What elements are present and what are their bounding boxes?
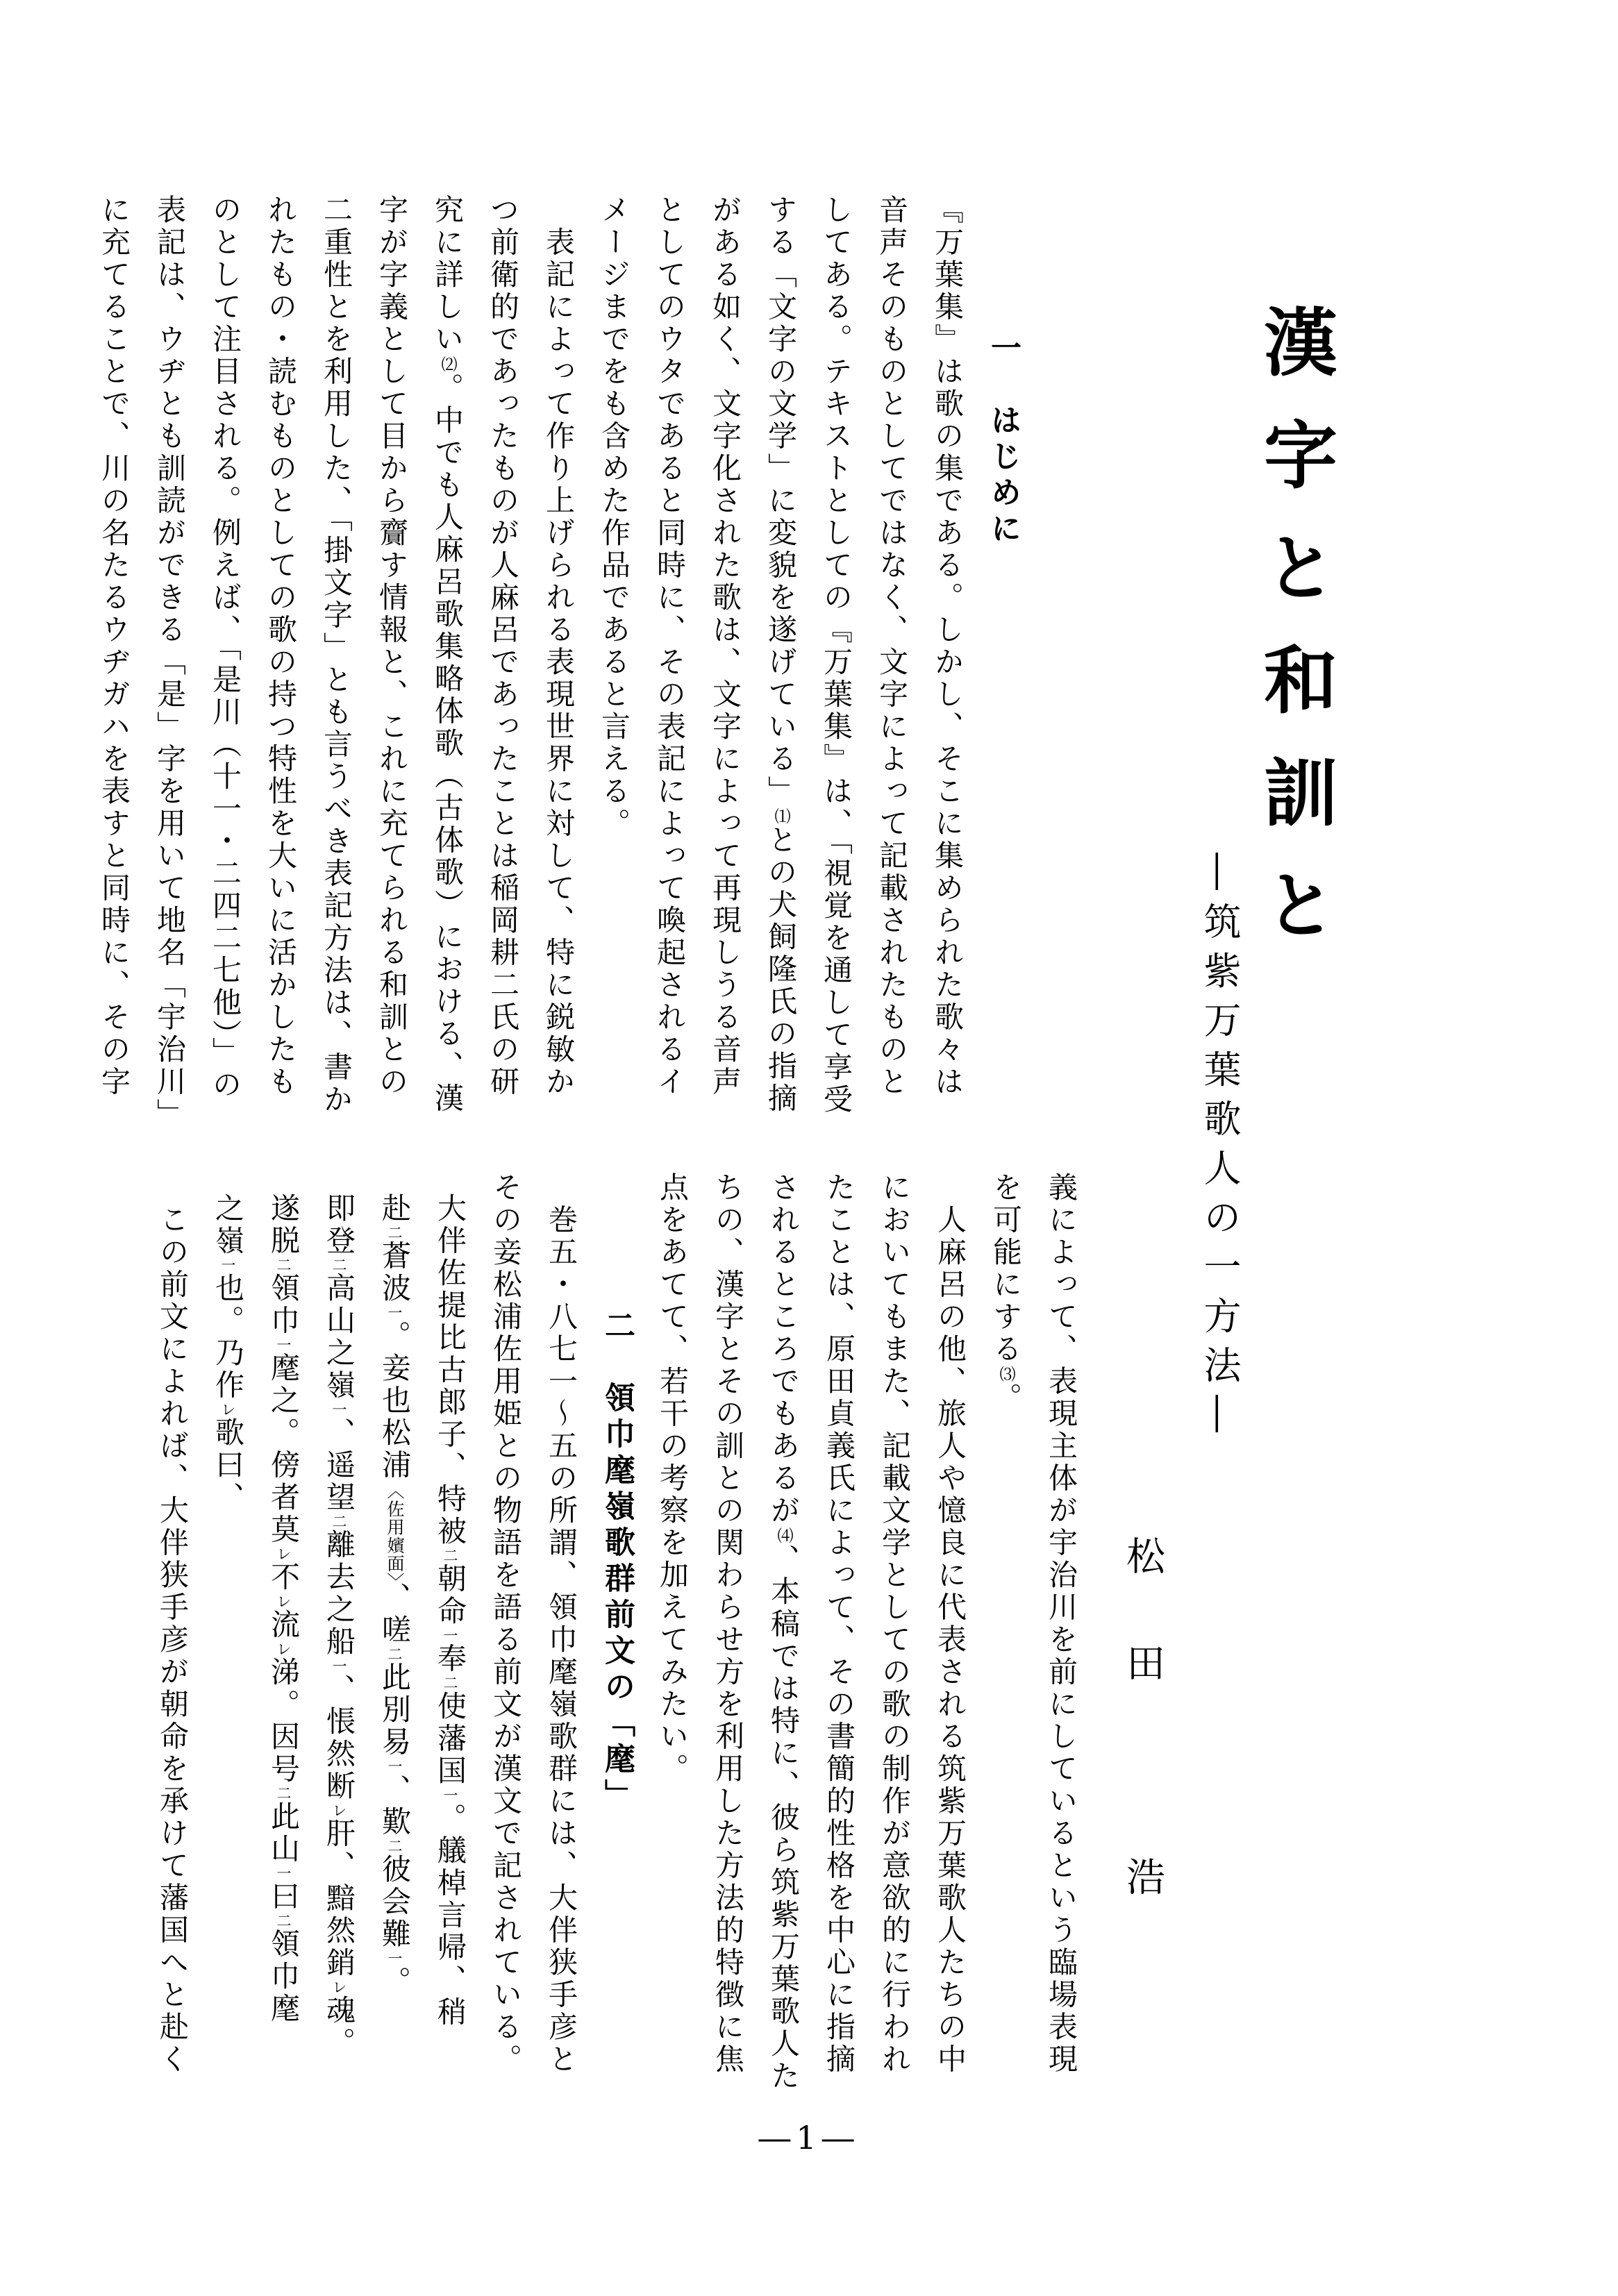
page-subtitle: ―筑紫万葉歌人の一方法― xyxy=(1198,853,1242,1444)
kunten-mark: 二 xyxy=(275,1786,292,1801)
kunten-mark: レ xyxy=(275,1641,292,1657)
kunten-mark: レ xyxy=(331,1802,347,1818)
page-number: ―1― xyxy=(758,2119,860,2156)
author-name: 松田 浩 xyxy=(1120,1536,1165,1963)
kunten-mark: 一 xyxy=(442,1627,458,1643)
kanbun-quote-column: 大伴佐提比古郎子、特被二朝命一奉二使藩国一。艤棹言帰、稍 xyxy=(433,1193,467,2029)
kunten-mark: 二 xyxy=(331,1257,347,1273)
note-marker: ⑷ xyxy=(774,1527,792,1544)
kunten-mark: 二 xyxy=(442,1548,458,1564)
kunten-mark: 二 xyxy=(386,1646,403,1662)
kunten-mark: 一 xyxy=(275,1337,292,1352)
page-title: 漢字と和訓と xyxy=(1251,304,1339,979)
section-2-heading: 二 領巾麾嶺歌群前文の「麾」 xyxy=(599,1309,635,1815)
text-column: してある。テキストとしての『万葉集』は、「視覚を通して享受 xyxy=(819,194,853,1116)
text-column: 表記によって作り上げられる表現世界に対して、特に鋭敏か xyxy=(542,194,576,1098)
kanbun-quote-column: 赴二蒼波一。妾也松浦〈佐用嬪面〉、嗟二此別易一、歎二彼会難一。 xyxy=(378,1193,412,1999)
kunten-mark: 二 xyxy=(442,1675,458,1691)
text-column: この前文によれば、大伴狭手彦が朝命を承けて藩国へと赴く xyxy=(156,1172,190,2076)
kunten-mark: 一 xyxy=(331,1658,347,1674)
text-column: としてのウタであると同時に、その表記によって喚起されるイ xyxy=(653,194,687,1098)
text-column: を可能にする⑶。 xyxy=(989,1172,1023,1415)
text-column: れたもの・読むものとしての歌の持つ特性を大いに活かしたも xyxy=(264,194,298,1098)
text-column: のとして注目される。例えば、「是川（十一・二四二七他）」の xyxy=(208,194,242,1102)
kunten-mark: レ xyxy=(331,1979,347,1995)
text-column: 巻五・八七一〜五の所謂、領巾麾嶺歌群には、大伴狭手彦と xyxy=(544,1172,578,2076)
text-column: においてもまた、記載文学としての歌の制作が意欲的に行われ xyxy=(878,1172,912,2076)
kunten-mark: 一 xyxy=(219,1257,236,1273)
text-column: がある如く、文字化された歌は、文字によって再現しうる音声 xyxy=(708,194,742,1098)
kunten-mark: 二 xyxy=(275,1257,292,1273)
kunten-mark: 一 xyxy=(386,1950,403,1966)
kunten-mark: レ xyxy=(275,1546,292,1561)
text-column: されるところでもあるが⑷、本稿では特に、彼ら筑紫万葉歌人た xyxy=(767,1172,801,2093)
text-column: つ前衛的であったものが人麻呂であったことは稲岡耕二氏の研 xyxy=(486,194,520,1098)
text-column: 二重性とを利用した、「掛文字」とも言うべき表記方法は、書か xyxy=(319,194,353,1116)
text-column: 義によって、表現主体が宇治川を前にしているという臨場表現 xyxy=(1044,1172,1078,2076)
text-column: メージまでをも含めた作品であると言える。 xyxy=(597,194,631,840)
text-column: 表記は、ウヂとも訓読ができる「是」字を用いて地名「宇治川」 xyxy=(153,194,187,1131)
kunten-mark: 二 xyxy=(275,1913,292,1929)
upper-text-block xyxy=(86,194,1031,1131)
note-marker: ⑶ xyxy=(996,1366,1015,1383)
kunten-mark: 一 xyxy=(331,1402,347,1417)
text-column: 人麻呂の他、旅人や憶良に代表される筑紫万葉歌人たちの中 xyxy=(933,1172,967,2076)
text-column: ちの、漢字とその訓との関わらせ方を利用した方法的特徴に焦 xyxy=(711,1172,745,2076)
kunten-mark: 一 xyxy=(442,1787,458,1803)
inline-gloss: 〈佐用嬪面〉 xyxy=(385,1482,405,1582)
kunten-mark: 二 xyxy=(386,1225,403,1241)
note-marker: ⑵ xyxy=(438,355,456,373)
note-marker: ⑴ xyxy=(772,807,790,825)
text-column: 究に詳しい⑵。中でも人麻呂歌集略体歌（古体歌）における、漢 xyxy=(431,194,465,1116)
kunten-mark: レ xyxy=(219,1402,236,1417)
kunten-mark: 二 xyxy=(331,1514,347,1530)
kunten-mark: 一 xyxy=(275,1866,292,1881)
text-column: 『万葉集』は歌の集である。しかし、そこに集められた歌々は xyxy=(931,194,965,1098)
lower-text-block xyxy=(144,1172,1089,2100)
text-column: 音声そのものとしてではなく、文字によって記載されたものと xyxy=(875,194,909,1098)
kanbun-quote-column: 之嶺一也。乃作レ歌曰、 xyxy=(211,1193,245,1514)
kanbun-quote-column: 遂脱二領巾一麾之。傍者莫レ不レ流レ涕。因号二此山一曰二領巾麾 xyxy=(267,1193,301,2025)
text-column: 点をあてて、若干の考察を加えてみたい。 xyxy=(656,1172,690,1786)
text-column: たことは、原田貞義氏によって、その書簡的性格を中心に指摘 xyxy=(822,1172,856,2076)
text-column: その妾松浦佐用姫との物語を語る前文が漢文で記されている。 xyxy=(489,1172,523,2076)
text-column: する「文字の文学」に変貌を遂げている」⑴との犬飼隆氏の指摘 xyxy=(764,194,798,1116)
kunten-mark: レ xyxy=(275,1593,292,1609)
text-column: に充てることで、川の名たるウヂガハを表すと同時に、その字 xyxy=(97,194,131,1098)
kanbun-quote-column: 即登二高山之嶺一、遥望二離去之船一、悵然断レ肝、黯然銷レ魂。 xyxy=(322,1193,356,2059)
kunten-mark: 二 xyxy=(386,1838,403,1854)
text-column: 字が字義として目から齎す情報と、これに充てられる和訓との xyxy=(375,194,409,1098)
kunten-mark: 一 xyxy=(386,1305,403,1321)
kunten-mark: 一 xyxy=(386,1759,403,1775)
section-1-heading: 一 はじめに xyxy=(985,332,1021,548)
